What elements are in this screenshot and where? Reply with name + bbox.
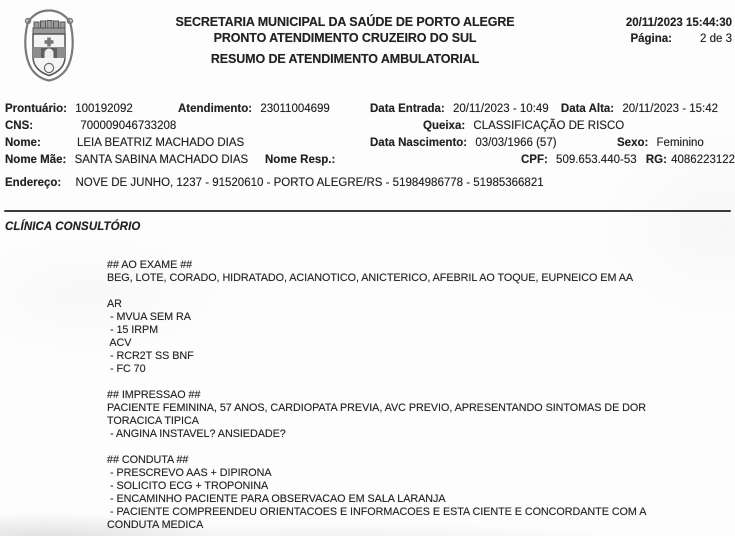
cns-value: 700009046733208 [80, 120, 177, 132]
page-number-label: Página: [630, 33, 673, 45]
data-alta-label: Data Alta: [560, 103, 615, 115]
prontuario-value: 100192092 [75, 103, 133, 115]
cns-label: CNS: [5, 120, 34, 132]
note-line: BEG, LOTE, CORADO, HIDRATADO, ACIANOTICO, ANICTERICO, AFEBRIL AO TOQUE, EUPNEICO EM AA [107, 272, 634, 284]
patient-info-row-3 [0, 137, 735, 150]
note-line: - MVUA SEM RA [107, 311, 191, 323]
note-line: - PRESCREVO AAS + DIPIRONA [107, 467, 272, 479]
header-right [626, 15, 732, 47]
data-nascimento-value: 03/03/1966 (57) [475, 137, 557, 149]
note-line: - FC 70 [107, 363, 146, 375]
note-line: - ANGINA INSTAVEL? ANSIEDADE? [107, 428, 286, 440]
data-alta-value: 20/11/2023 - 15:42 [622, 103, 719, 115]
endereco-value: NOVE DE JUNHO, 1237 - 91520610 - PORTO ALEGRE/RS - 51984986778 - 51985366821 [75, 177, 544, 189]
atendimento-label: Atendimento: [178, 103, 253, 115]
porto-alegre-coat-of-arms-icon [17, 5, 81, 85]
nome-resp-label: Nome Resp.: [265, 154, 336, 166]
note-line: TORACICA TIPICA [107, 415, 199, 427]
section-divider [4, 210, 731, 212]
patient-info-row-4 [0, 154, 735, 167]
note-line [107, 285, 646, 298]
data-entrada-label: Data Entrada: [370, 103, 445, 115]
note-line: - ENCAMINHO PACIENTE PARA OBSERVACAO EM SALA LARANJA [107, 493, 446, 505]
note-line: ## IMPRESSAO ## [107, 389, 201, 401]
note-line: - PACIENTE COMPREENDEU ORIENTACOES E INFORMACOES E ESTA CIENTE E CONCORDANTE COM A [107, 506, 647, 518]
header [110, 14, 580, 67]
org-name-line2: PRONTO ATENDIMENTO CRUZEIRO DO SUL [213, 31, 477, 45]
note-line [107, 376, 646, 389]
note-line: ACV [107, 337, 132, 349]
queixa-value: CLASSIFICAÇÃO DE RISCO [473, 120, 625, 132]
endereco-label: Endereço: [5, 177, 62, 189]
note-line: ## AO EXAME ## [107, 259, 193, 271]
note-line: - SOLICITO ECG + TROPONINA [107, 480, 269, 492]
note-line [107, 441, 646, 454]
sexo-label: Sexo: [617, 137, 649, 149]
prontuario-label: Prontuário: [5, 103, 67, 115]
note-line: ## CONDUTA ## [107, 454, 189, 466]
note-line: - 15 IRPM [107, 324, 159, 336]
page-number-row [626, 31, 732, 47]
org-name-line1: SECRETARIA MUNICIPAL DA SAÚDE DE PORTO ALEGRE [175, 15, 515, 29]
clinical-note [107, 259, 646, 532]
data-nascimento-label: Data Nascimento: [370, 137, 468, 149]
section-title: CLÍNICA CONSULTÓRIO [5, 221, 141, 233]
cpf-label: CPF: [521, 154, 548, 166]
print-datetime: 20/11/2023 15:44:30 [625, 17, 732, 29]
nome-mae-label: Nome Mãe: [5, 154, 67, 166]
patient-info-row-1 [0, 103, 735, 116]
note-line: - RCR2T SS BNF [107, 350, 194, 362]
document-title: RESUMO DE ATENDIMENTO AMBULATORIAL [210, 52, 480, 66]
sexo-value: Feminino [656, 137, 704, 149]
page-number-value: 2 de 3 [700, 33, 732, 45]
note-line: CONDUTA MEDICA [107, 519, 204, 531]
cpf-value: 509.653.440-53 [556, 154, 637, 166]
nome-label: Nome: [5, 137, 41, 149]
queixa-label: Queixa: [423, 120, 466, 132]
rg-value: 4086223122 [671, 154, 735, 166]
rg-label: RG: [645, 154, 667, 166]
patient-info-row-2 [0, 120, 735, 133]
note-line: PACIENTE FEMININA, 57 ANOS, CARDIOPATA PREVIA, AVC PREVIO, APRESENTANDO SINTOMAS DE DOR [107, 402, 647, 414]
atendimento-value: 23011004699 [260, 103, 330, 115]
nome-mae-value: SANTA SABINA MACHADO DIAS [74, 154, 249, 166]
data-entrada-value: 20/11/2023 - 10:49 [452, 103, 549, 115]
nome-value: LEIA BEATRIZ MACHADO DIAS [76, 137, 245, 149]
patient-info-row-5 [0, 177, 735, 190]
note-line: AR [107, 298, 122, 310]
